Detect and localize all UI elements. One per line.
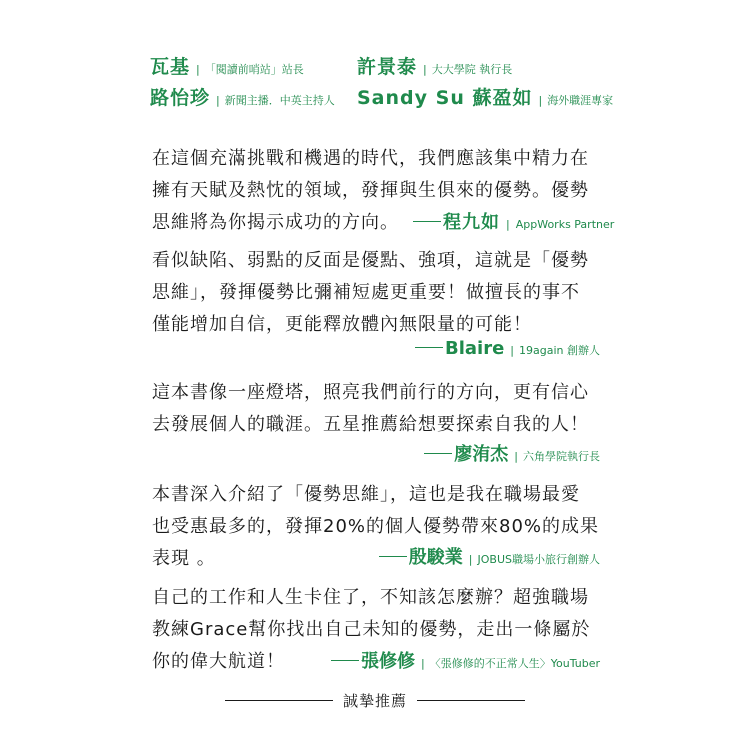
separator: | — [196, 63, 200, 76]
footer — [0, 690, 750, 711]
attribution-name: Blaire — [444, 338, 505, 359]
endorser-4 — [357, 83, 613, 110]
attribution-name: 殷駿業 — [408, 547, 463, 568]
separator: | — [468, 553, 473, 566]
quote-line: 僅能增加自信，更能釋放體內無限量的可能！ — [152, 314, 532, 335]
quote-line: 也受惠最多的，發揮20%的個人優勢帶來80%的成果 — [152, 516, 600, 537]
quote-line: 去發展個人的職涯。五星推薦給想要探索自我的人！ — [152, 414, 589, 435]
quote-line: 看似缺陷、弱點的反面是優點、強項，這就是「優勢 — [152, 250, 589, 271]
quote-line-text: 思維將為你揭示成功的方向。 — [152, 212, 399, 233]
dash — [331, 660, 359, 661]
attribution-name: 張修修 — [361, 651, 416, 672]
separator: | — [538, 94, 543, 107]
divider-line — [417, 700, 525, 701]
endorser-2 — [357, 52, 512, 79]
endorser-name: Sandy Su 蘇盈如 — [357, 87, 533, 109]
endorser-title: 大大學院 執行長 — [431, 63, 513, 76]
attribution-title: JOBUS職場小旅行創辦人 — [477, 553, 600, 566]
separator: | — [510, 344, 514, 357]
endorser-title: 海外職涯專家 — [547, 94, 614, 107]
quote-1 — [152, 143, 615, 241]
endorser-name: 路怡珍 — [150, 87, 211, 109]
quote-line: 在這個充滿挑戰和機遇的時代，我們應該集中精力在 — [152, 148, 589, 169]
quote-2 — [152, 245, 612, 341]
attribution-title: AppWorks Partner — [515, 218, 615, 231]
attribution — [413, 207, 614, 241]
quote-line: 這本書像一座燈塔，照亮我們前行的方向，更有信心 — [152, 382, 589, 403]
attribution-name: 程九如 — [443, 212, 500, 233]
divider-line — [225, 700, 333, 701]
quote-line: 擁有天賦及熱忱的領域，發揮與生俱來的優勢。優勢 — [152, 180, 589, 201]
separator: | — [514, 450, 518, 463]
quote-line: 本書深入介紹了「優勢思維」，這也是我在職場最愛 — [152, 484, 580, 505]
attribution-title: 19again 創辦人 — [519, 344, 600, 357]
quote-line-last — [152, 207, 615, 241]
endorser-3 — [150, 83, 335, 110]
quote-line: 思維」，發揮優勢比彌補短處更重要！做擅長的事不 — [152, 282, 580, 303]
separator: | — [423, 63, 427, 76]
separator: | — [506, 218, 511, 231]
quote-line: 表現 。 — [152, 548, 216, 569]
dash — [413, 221, 441, 222]
attribution-title: 六角學院執行長 — [523, 450, 600, 463]
attribution — [331, 647, 600, 673]
endorser-title: 新聞主播．中英主持人 — [224, 94, 335, 107]
attribution-title: 〈張修修的不正常人生〉YouTuber — [429, 657, 600, 670]
attribution-name: 廖洧杰 — [454, 444, 509, 465]
endorser-name: 瓦基 — [150, 56, 191, 78]
dash — [379, 556, 407, 557]
endorser-1 — [150, 52, 304, 79]
dash — [415, 347, 443, 348]
footer-label: 誠摯推薦 — [342, 692, 407, 710]
attribution — [415, 338, 600, 359]
separator: | — [216, 94, 220, 107]
attribution — [424, 440, 600, 466]
endorser-title: 「閱讀前哨站」站長 — [204, 63, 304, 76]
quote-line: 自己的工作和人生卡住了，不知該怎麼辦？超強職場 — [152, 587, 589, 608]
dash — [424, 453, 452, 454]
separator: | — [421, 657, 425, 670]
quote-3 — [152, 377, 612, 441]
quote-line: 教練Grace幫你找出自己未知的優勢，走出一條屬於 — [152, 619, 591, 640]
endorser-name: 許景泰 — [357, 56, 418, 78]
quote-line: 你的偉大航道！ — [152, 651, 285, 672]
attribution — [379, 543, 600, 569]
